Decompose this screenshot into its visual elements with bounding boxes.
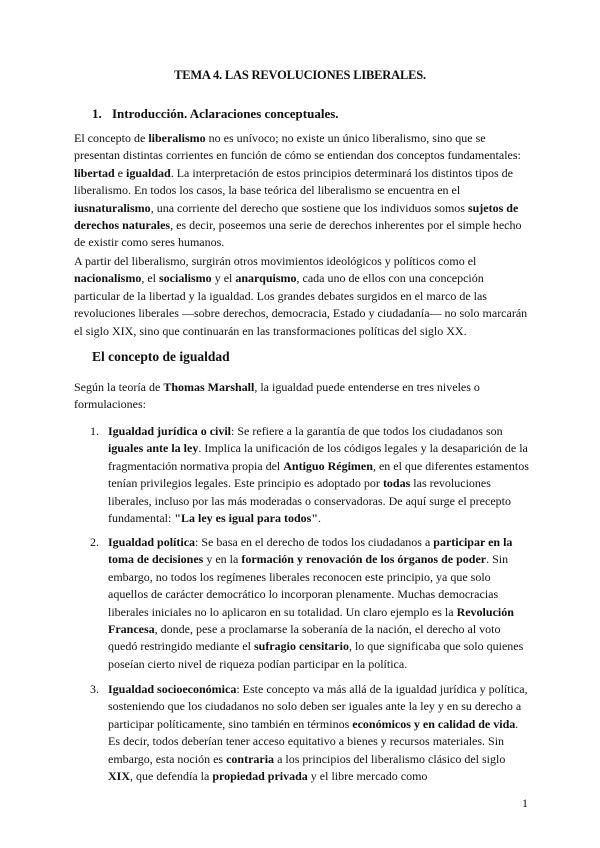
text-run: las revoluciones liberales, incluso por las más moderadas o conservadoras. De aquí surge el precepto fundamental: [108, 476, 511, 526]
text-run: . Implica la unificación de los códigos legales y la desaparición de la fragmentación normativa propia del [108, 441, 528, 473]
paragraph-ideologias [74, 253, 530, 340]
bold-term: económicos y en calidad de vida [352, 716, 516, 731]
text-run: , en el que diferentes estamentos tenían privilegios legales. Este principio es adoptado por [108, 458, 529, 491]
bold-term: nacionalismo [74, 271, 142, 286]
text-run: : Se refiere a la garantía de que todos los ciudadanos son [231, 424, 503, 438]
text-run: e [114, 165, 126, 180]
text-run: . La interpretación de estos principios determinará los distintos tipos de liberalismo. En todos los casos, la base teórica del liberalismo se encuentra en el [74, 165, 513, 198]
bold-term: iusnaturalismo [74, 200, 151, 215]
list-item-text [108, 423, 530, 527]
section-heading-introduccion [92, 106, 339, 122]
list-number: 3. [90, 682, 99, 696]
bold-term: sufragio censitario [253, 639, 349, 654]
section-title: Introducción. Aclaraciones conceptuales. [112, 106, 339, 121]
text-run: , lo que significaba que solo quienes poseían cierto nivel de riqueza podían participar en la política. [108, 639, 524, 671]
bold-term: participar en la toma de decisiones [108, 535, 513, 567]
text-run: , el [141, 271, 160, 286]
text-run: , la igualdad puede entenderse en tres niveles o formulaciones: [74, 380, 480, 412]
bold-term: Thomas Marshall [163, 380, 255, 394]
bold-term: igualdad [126, 165, 171, 180]
list-number: 1. [90, 424, 99, 438]
bold-term: todas [382, 476, 411, 491]
bold-term: contraria [226, 751, 275, 766]
text-run: y el libre mercado como [307, 769, 428, 784]
document-title: TEMA 4. LAS REVOLUCIONES LIBERALES. [174, 68, 426, 82]
bold-term: XIX [108, 769, 131, 784]
bold-term: formación y renovación de los órganos de poder [241, 552, 487, 567]
bold-term: Igualdad socioeconómica [108, 682, 237, 696]
bold-term: liberalismo [148, 131, 206, 145]
section-number: 1. [92, 106, 102, 121]
bold-term: "La ley es igual para todos" [174, 511, 318, 526]
text-run: : Este concepto va más allá de la igualdad jurídica y política, sosteniendo que los ciudadanos no solo deben ser iguales ante la ley y en su derecho a participar políticamente, sino también en términos [108, 682, 528, 731]
text-run: no es unívoco; no existe un único liberalismo, sino que se presentan distintas corrientes en función de cómo se entiendan dos conceptos fundamentales: [74, 131, 521, 163]
text-run: : Se basa en el derecho de todos los ciudadanos a [195, 535, 434, 549]
text-run: Según la teoría de [74, 380, 164, 394]
bold-term: propiedad privada [212, 769, 308, 784]
list-item [90, 681, 530, 785]
bold-term: Revolución Francesa [108, 604, 514, 637]
list-item [90, 534, 530, 673]
bold-term: Igualdad jurídica o civil [108, 424, 232, 438]
list-number: 2. [90, 535, 99, 549]
paragraph-liberalismo [74, 130, 530, 252]
bold-term: sujetos de derechos naturales [74, 200, 519, 233]
text-run: , que defendía la [130, 769, 213, 784]
text-run: . [317, 511, 321, 526]
text-run: y en la [203, 552, 242, 567]
text-run: , donde, pese a proclamarse la soberanía de la nación, el derecho al voto quedó restringido mediante el [108, 622, 501, 654]
text-run: y el [211, 271, 236, 286]
subheading-concepto-igualdad: El concepto de igualdad [92, 349, 230, 364]
text-run: a los principios del liberalismo clásico del siglo [274, 751, 506, 766]
list-item-text [108, 681, 530, 785]
text-run: , una corriente del derecho que sostiene que los individuos somos [150, 200, 468, 215]
text-run: , cada uno de ellos con una concepción particular de la libertad y la igualdad. Los grandes debates surgidos en el marco de las revoluciones liberales —sobre derechos, democracia, Estado y ciudadanía— no solo marcarán el siglo XIX, sino que continuarán en las transformaciones políticas del siglo XX. [74, 271, 528, 338]
bold-term: Igualdad política [108, 535, 196, 549]
text-run: El concepto de [74, 131, 149, 145]
bold-term: anarquismo [235, 271, 297, 286]
list-item-text [108, 534, 530, 673]
bold-term: libertad [74, 165, 115, 180]
text-run: . Sin embargo, no todos los regímenes liberales reconocen este principio, ya que solo aquellos de carácter democrático lo incorporan plenamente. Muchas democracias liberales iniciales no lo aplicaron en su totalidad. Un claro ejemplo es la [108, 552, 509, 619]
bold-term: socialismo [159, 271, 212, 286]
list-item [90, 423, 530, 527]
bold-term: iguales ante la ley [108, 441, 199, 456]
text-run: , es decir, poseemos una serie de derechos inherentes por el simple hecho de existir como seres humanos. [74, 218, 522, 250]
text-run: . Es decir, todos deberían tener acceso equitativo a bienes y recursos materiales. Sin embargo, esta noción es [108, 716, 519, 766]
page-number: 1 [522, 796, 528, 810]
paragraph-marshall [74, 379, 530, 414]
text-run: A partir del liberalismo, surgirán otros movimientos ideológicos y políticos como el [74, 254, 477, 268]
bold-term: Antiguo Régimen [283, 458, 373, 473]
